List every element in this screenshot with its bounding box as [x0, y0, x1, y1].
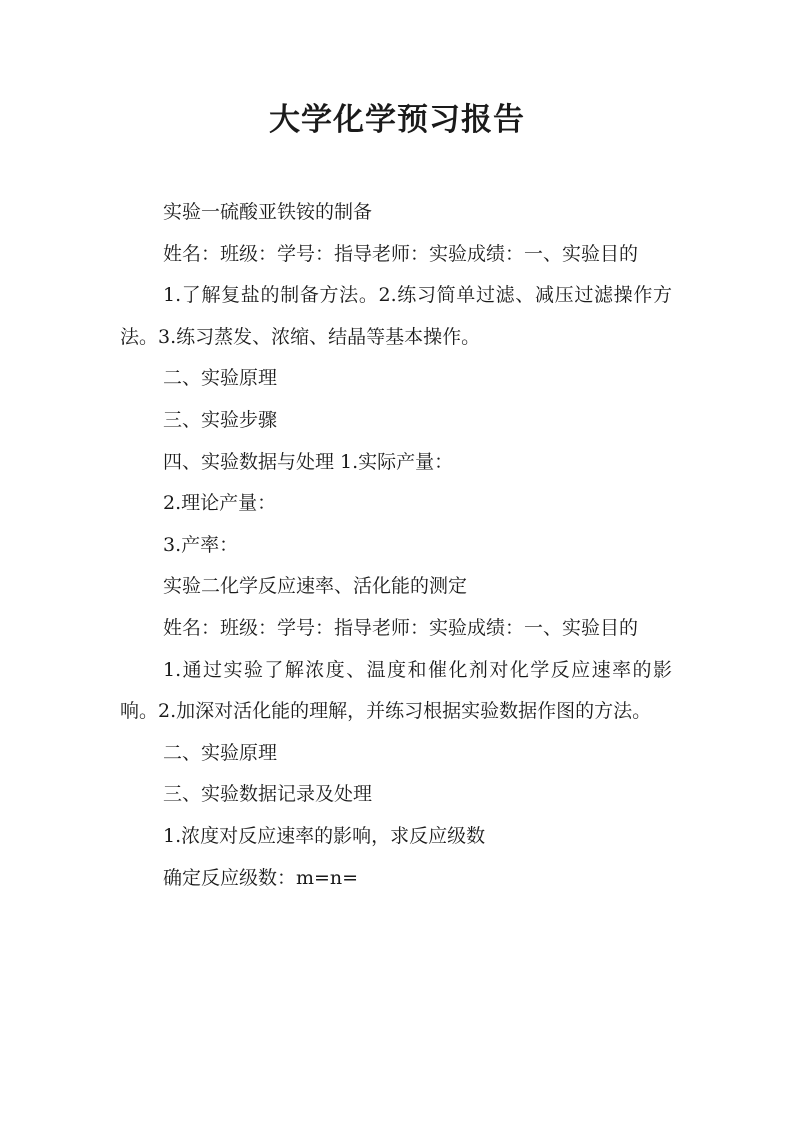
- experiment-1-steps-heading: 三、实验步骤: [163, 408, 278, 431]
- concentration-effect-line: 1.浓度对反应速率的影响，求反应级数: [163, 824, 486, 847]
- experiment-1-data-heading: 四、实验数据与处理 1.实际产量：: [163, 450, 454, 473]
- experiment-1-principle-heading: 二、实验原理: [163, 367, 278, 390]
- experiment-2-info-line: 姓名：班级：学号：指导老师：实验成绩：一、实验目的: [163, 616, 639, 639]
- experiment-1-heading: 实验一硫酸亚铁铵的制备: [163, 201, 373, 223]
- document-title: 大学化学预习报告: [269, 102, 525, 138]
- experiment-2-heading: 实验二化学反应速率、活化能的测定: [163, 575, 468, 598]
- experiment-2-principle-heading: 二、实验原理: [163, 741, 278, 764]
- document-body: [120, 192, 672, 899]
- yield-rate-line: 3.产率：: [163, 533, 239, 556]
- experiment-2-objectives: 1.通过实验了解浓度、温度和催化剂对化学反应速率的影响。2.加深对活化能的理解，并练习根据实验数据作图的方法。: [120, 658, 672, 723]
- reaction-order-line: 确定反应级数：m=n=: [163, 866, 359, 889]
- experiment-1-objectives: 1.了解复盐的制备方法。2.练习简单过滤、减压过滤操作方法。3.练习蒸发、浓缩、结晶等基本操作。: [120, 284, 672, 348]
- theoretical-yield-line: 2.理论产量：: [163, 492, 277, 515]
- experiment-2-data-heading: 三、实验数据记录及处理: [163, 783, 373, 806]
- experiment-1-info-line: 姓名：班级：学号：指导老师：实验成绩：一、实验目的: [163, 242, 639, 265]
